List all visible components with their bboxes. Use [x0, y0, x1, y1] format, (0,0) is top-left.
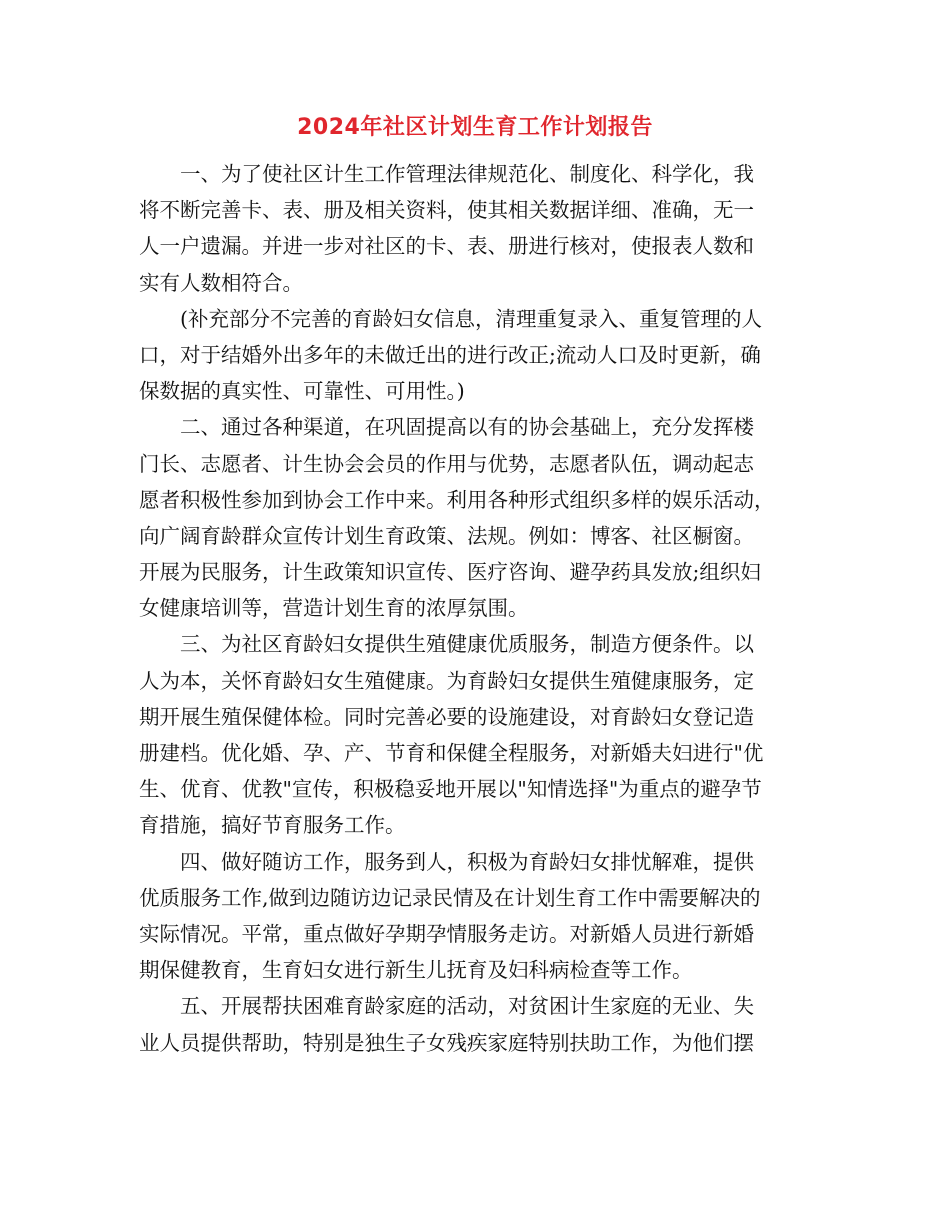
paragraph-line: 业人员提供帮助，特别是独生子女残疾家庭特别扶助工作，为他们摆	[139, 1030, 754, 1055]
paragraph-line: 一、为了使社区计生工作管理法律规范化、制度化、科学化，我	[180, 162, 754, 186]
paragraph-line: 门长、志愿者、计生协会会员的作用与优势，志愿者队伍，调动起志	[139, 451, 754, 476]
paragraph-line: 优质服务工作,做到边随访边记录民情及在计划生育工作中需要解决的	[139, 885, 761, 910]
paragraph-line: 人一户遗漏。并进一步对社区的卡、表、册进行核对，使报表人数和	[139, 234, 754, 259]
document-title: 2024年社区计划生育工作计划报告	[297, 115, 653, 140]
paragraph-line: 四、做好随访工作，服务到人，积极为育龄妇女排忧解难，提供	[180, 849, 754, 874]
paragraph-line: 生、优育、优教"宣传，积极稳妥地开展以"知情选择"为重点的避孕节	[139, 777, 762, 802]
paragraph-line: 女健康培训等，营造计划生育的浓厚氛围。	[139, 596, 529, 621]
paragraph-line: 育措施，搞好节育服务工作。	[139, 813, 406, 838]
paragraph-line: 期开展生殖保健体检。同时完善必要的设施建设，对育龄妇女登记造	[139, 704, 754, 729]
paragraph-line: 愿者积极性参加到协会工作中来。利用各种形式组织多样的娱乐活动，	[139, 487, 775, 512]
paragraph-line: 开展为民服务，计生政策知识宣传、医疗咨询、避孕药具发放;组织妇	[139, 560, 761, 585]
paragraph-line: 五、开展帮扶困难育龄家庭的活动，对贫困计生家庭的无业、失	[180, 994, 754, 1019]
paragraph-line: 向广阔育龄群众宣传计划生育政策、法规。例如：博客、社区橱窗。	[139, 523, 754, 548]
paragraph-line: 册建档。优化婚、孕、产、节育和保健全程服务，对新婚夫妇进行"优	[139, 741, 764, 765]
paragraph-line: (补充部分不完善的育龄妇女信息，清理重复录入、重复管理的人	[180, 306, 762, 331]
paragraph-line: 实有人数相符合。	[139, 270, 303, 295]
paragraph-line: 实际情况。平常，重点做好孕期孕情服务走访。对新婚人员进行新婚	[139, 921, 754, 946]
paragraph-line: 期保健教育，生育妇女进行新生儿抚育及妇科病检查等工作。	[139, 958, 693, 983]
document-body	[139, 156, 811, 1061]
paragraph-line: 将不断完善卡、表、册及相关资料，使其相关数据详细、准确，无一	[139, 198, 754, 223]
paragraph-line: 二、通过各种渠道，在巩固提高以有的协会基础上，充分发挥楼	[180, 415, 754, 440]
paragraph-line: 口，对于结婚外出多年的未做迁出的进行改正;流动人口及时更新，确	[139, 342, 761, 367]
paragraph-line: 三、为社区育龄妇女提供生殖健康优质服务，制造方便条件。以	[180, 632, 754, 657]
paragraph-line: 保数据的真实性、可靠性、可用性。)	[139, 379, 465, 404]
paragraph-line: 人为本，关怀育龄妇女生殖健康。为育龄妇女提供生殖健康服务，定	[139, 668, 754, 693]
